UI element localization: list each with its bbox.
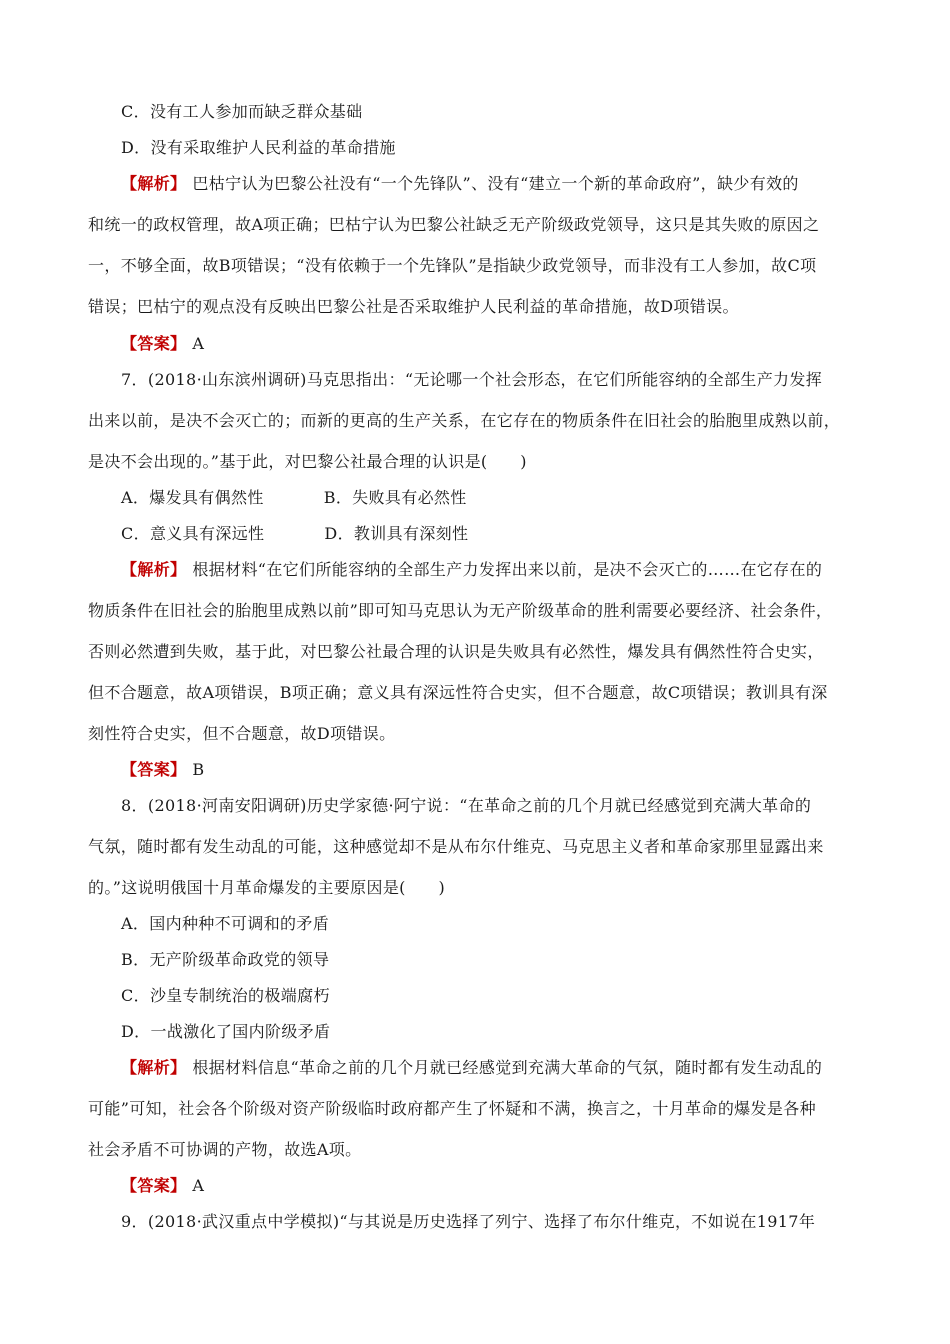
- q8-stem-line-2: 气氛，随时都有发生动乱的可能，这种感觉却不是从布尔什维克、马克思主义者和革命家那里显露出来: [88, 837, 824, 856]
- answer-tag: 【答案】: [121, 1176, 187, 1195]
- q6-analysis-line-1: [121, 172, 895, 196]
- q7-options-row-2: [121, 522, 895, 546]
- q6-answer: [121, 332, 895, 356]
- q7-option-a: A．爆发具有偶然性: [121, 488, 264, 507]
- q7-analysis-line-2: 物质条件在旧社会的胎胞里成熟以前”即可知马克思认为无产阶级革命的胜利需要必要经济、社会条件，: [88, 601, 833, 620]
- analysis-tag: 【解析】: [121, 174, 187, 193]
- q7-option-b: B．失败具有必然性: [323, 488, 467, 507]
- q8-option-b: B．无产阶级革命政党的领导: [121, 950, 330, 969]
- q7-answer: [121, 758, 895, 782]
- q8-analysis-line-2: 可能”可知，社会各个阶级对资产阶级临时政府都产生了怀疑和不满，换言之，十月革命的爆发是各种: [88, 1099, 816, 1118]
- q8-option-c: C．沙皇专制统治的极端腐朽: [121, 986, 330, 1005]
- analysis-text: 根据材料“在它们所能容纳的全部生产力发挥出来以前，是决不会灭亡的……在它存在的: [192, 560, 823, 579]
- answer-tag: 【答案】: [121, 760, 187, 779]
- q6-analysis-line-4: 错误；巴枯宁的观点没有反映出巴黎公社是否采取维护人民利益的革命措施，故D项错误。: [88, 297, 739, 316]
- q7-stem-line-3: 是决不会出现的。”基于此，对巴黎公社最合理的认识是( ): [88, 452, 527, 471]
- q7-analysis-line-4: 但不合题意，故A项错误，B项正确；意义具有深远性符合史实，但不合题意，故C项错误；教训具有深: [88, 683, 828, 702]
- answer-value: A: [192, 1176, 205, 1195]
- q9-stem-line-1: 9．(2018·武汉重点中学模拟)“与其说是历史选择了列宁、选择了布尔什维克，不如说在1917年: [121, 1212, 816, 1231]
- q7-analysis-line-3: 否则必然遭到失败，基于此，对巴黎公社最合理的认识是失败具有必然性，爆发具有偶然性符合史实，: [88, 642, 824, 661]
- q7-analysis-line-5: 刻性符合史实，但不合题意，故D项错误。: [88, 724, 396, 743]
- q8-stem-line-1: 8．(2018·河南安阳调研)历史学家德·阿宁说：“在革命之前的几个月就已经感觉到充满大革命的: [121, 796, 812, 815]
- analysis-text: 根据材料信息“革命之前的几个月就已经感觉到充满大革命的气氛，随时都有发生动乱的: [192, 1058, 823, 1077]
- q8-option-a: A．国内种种不可调和的矛盾: [121, 914, 330, 933]
- q8-stem-line-3: 的。”这说明俄国十月革命爆发的主要原因是( ): [88, 878, 446, 897]
- q8-answer: [121, 1174, 895, 1198]
- analysis-tag: 【解析】: [121, 560, 187, 579]
- q7-stem-line-2: 出来以前，是决不会灭亡的；而新的更高的生产关系，在它存在的物质条件在旧社会的胎胞里成熟以前，: [88, 411, 841, 430]
- answer-value: A: [192, 334, 205, 353]
- q7-option-c: C．意义具有深远性: [121, 524, 265, 543]
- q6-analysis-line-2: 和统一的政权管理，故A项正确；巴枯宁认为巴黎公社缺乏无产阶级政党领导，这只是其失败的原因之: [88, 215, 820, 234]
- q7-options-row-1: [121, 486, 895, 510]
- answer-tag: 【答案】: [121, 334, 187, 353]
- analysis-tag: 【解析】: [121, 1058, 187, 1077]
- q8-analysis-line-1: [121, 1056, 895, 1080]
- analysis-text: 巴枯宁认为巴黎公社没有“一个先锋队”、没有“建立一个新的革命政府”，缺少有效的: [192, 174, 799, 193]
- q7-stem-line-1: 7．(2018·山东滨州调研)马克思指出：“无论哪一个社会形态，在它们所能容纳的全部生产力发挥: [121, 370, 823, 389]
- q8-analysis-line-3: 社会矛盾不可协调的产物，故选A项。: [88, 1140, 362, 1159]
- q6-analysis-line-3: 一，不够全面，故B项错误；“没有依赖于一个先锋队”是指缺少政党领导，而非没有工人参加，故C项: [88, 256, 817, 275]
- q7-option-d: D．教训具有深刻性: [324, 524, 469, 543]
- q7-analysis-line-1: [121, 558, 895, 582]
- q6-option-c: C．没有工人参加而缺乏群众基础: [121, 102, 363, 121]
- q8-option-d: D．一战激化了国内阶级矛盾: [121, 1022, 331, 1041]
- answer-value: B: [192, 760, 205, 779]
- q6-option-d: D．没有采取维护人民利益的革命措施: [121, 138, 396, 157]
